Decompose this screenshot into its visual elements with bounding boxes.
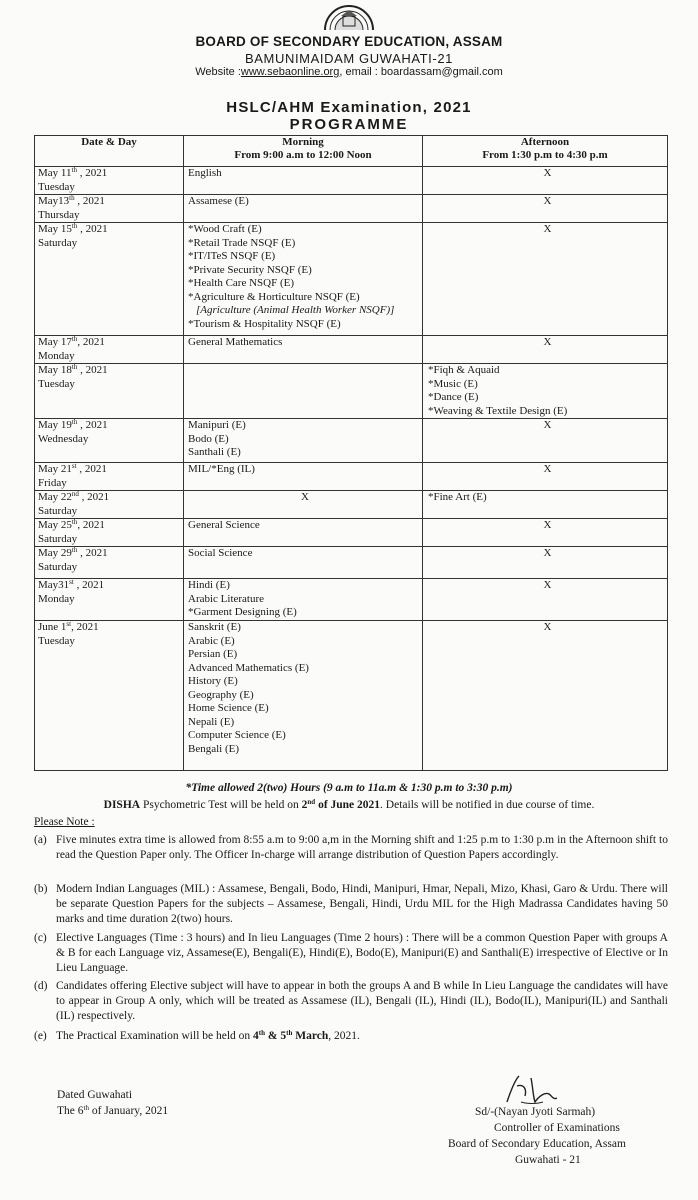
afternoon-cell [423,167,668,195]
subject-item: English [188,167,222,179]
afternoon-column-header: Afternoon From 1:30 p.m to 4:30 p.m [423,136,668,167]
morning-cell [184,336,423,364]
date-cell [35,463,184,491]
no-exam-mark: X [543,336,552,348]
programme-heading: PROGRAMME [289,116,409,133]
day-text: Saturday [38,560,78,573]
subject-item: *Garment Designing (E) [188,606,297,618]
day-text: Tuesday [38,180,75,193]
afternoon-cell [423,621,668,771]
note-e: (e) The Practical Examination will be held on 4th & 5th March, 2021. [34,1029,360,1042]
morning-cell [184,463,423,491]
seba-emblem-logo [321,0,377,30]
signatory-name: Sd/-(Nayan Jyoti Sarmah) [475,1106,596,1118]
afternoon-cell [423,491,668,519]
subject-item: *Fiqh & Aquaid [428,364,500,376]
date-text: May 15th , 2021 [38,222,108,235]
signatory-location: Guwahati - 21 [515,1154,581,1166]
subject-item: Arabic Literature [188,592,265,605]
subject-item: *Dance (E) [428,391,479,403]
table-header-row [35,136,668,167]
dated-place: Dated Guwahati [57,1089,133,1101]
morning-cell [184,579,423,621]
day-text: Wednesday [38,432,89,445]
subject-item: Manipuri (E) [188,419,246,431]
subject-item: General Mathematics [188,336,283,348]
note-b: (b) Modern Indian Languages (MIL) : Assamese, Bengali, Bodo, Hindi, Manipuri, Hmar, Nepali, Mizo, Khasi, Garo & Urdu. There will be separate Question Papers for the subjects – Assamese, Bengali, Hindi, Urdu MIL for the High Madrassa Candidates having 50 marks and time duration 2(two) hours. [34,883,668,925]
table-row [35,364,668,419]
subject-item: Computer Science (E) [188,729,286,741]
date-cell [35,491,184,519]
date-cell [35,419,184,463]
table-row [35,519,668,547]
no-exam-mark: X [543,195,552,207]
afternoon-cell [423,547,668,579]
subject-item: *Agriculture & Horticulture NSQF (E) [188,290,360,303]
subject-item: *Health Care NSQF (E) [188,277,295,289]
date-cell [35,167,184,195]
subject-item: [Agriculture (Animal Health Worker NSQF)] [196,304,395,316]
table-row [35,336,668,364]
dated-date: The 6th of January, 2021 [57,1104,169,1117]
day-text: Tuesday [38,634,75,647]
date-text: May 21st , 2021 [38,462,107,475]
day-text: Saturday [38,532,78,545]
morning-cell [184,195,423,223]
table-row [35,547,668,579]
note-c: (c) Elective Languages (Time : 3 hours) and In lieu Languages (Time 2 hours) : There will be a common Question Paper with groups A & B for each Language viz, Assamese(E), Bengali(E), Hindi(E), Bodo(E), Manipuri(E) and Santhali(E) irrespective of Elective or In Lieu Language. [34,932,668,974]
subject-item: *IT/ITeS NSQF (E) [188,250,276,262]
table-row [35,419,668,463]
subject-item: Sanskrit (E) [188,621,241,633]
email-label: , email : [339,66,378,78]
subject-item: Santhali (E) [188,446,241,458]
morning-cell [184,223,423,336]
no-exam-mark: X [543,167,552,179]
table-row [35,195,668,223]
date-text: May 25th, 2021 [38,518,105,531]
please-note-heading: Please Note : [34,816,95,828]
date-cell [35,621,184,771]
date-cell [35,519,184,547]
afternoon-cell [423,364,668,419]
exam-schedule-table [34,135,668,771]
website-link[interactable]: www.sebaonline.org [240,66,340,78]
date-text: May 29th , 2021 [38,546,108,559]
table-row [35,491,668,519]
website-label: Website : [195,66,241,78]
organization-address: BAMUNIMAIDAM GUWAHATI-21 [245,51,453,66]
date-text: May 11th , 2021 [38,166,108,179]
date-text: May 18th , 2021 [38,363,108,376]
no-exam-mark: X [543,547,552,559]
subject-item: *Private Security NSQF (E) [188,263,312,276]
day-text: Thursday [38,208,80,221]
subject-item: *Music (E) [428,377,478,390]
subject-item: Bengali (E) [188,742,240,755]
morning-column-header: Morning From 9:00 a.m to 12:00 Noon [184,136,423,167]
subject-item: Advanced Mathematics (E) [188,661,309,674]
date-text: May 22nd , 2021 [38,490,110,503]
note-d: (d) Candidates offering Elective subject will have to appear in both the groups A and B while In Lieu Language the candidates will have to appear in Group A only, which will be treated as Assamese (IL), Bengali (IL), Hindi (IL), Bodo(IL), Manipuri(IL) and Santhali (IL) respectively. [34,980,668,1022]
day-text: Saturday [38,504,78,517]
day-text: Saturday [38,236,78,249]
date-cell [35,223,184,336]
note-a: (a) Five minutes extra time is allowed from 8:55 a.m to 9:00 a,m in the Morning shift and 1:25 p.m to 1:30 p.m in the Afternoon shift to read the Question Paper only. The Officer In-charge will arrange distribution of Question Papers accordingly. [34,834,668,861]
date-text: May13th , 2021 [38,194,105,207]
afternoon-cell [423,336,668,364]
signatory-organization: Board of Secondary Education, Assam [448,1138,626,1150]
no-exam-mark: X [543,519,552,531]
date-column-header: Date & Day [35,136,184,167]
organization-name: BOARD OF SECONDARY EDUCATION, ASSAM [195,34,503,49]
no-exam-mark: X [543,223,552,235]
table-row [35,621,668,771]
subject-item: Assamese (E) [188,195,249,207]
afternoon-cell [423,579,668,621]
subject-item: Social Science [188,547,253,559]
day-text: Monday [38,592,75,605]
subject-item: *Weaving & Textile Design (E) [428,404,568,417]
table-row [35,463,668,491]
morning-cell [184,491,423,519]
exam-title: HSLC/AHM Examination, 2021 [226,99,472,116]
day-text: Tuesday [38,377,75,390]
subject-item: Bodo (E) [188,432,229,445]
date-cell [35,364,184,419]
disha-notice: DISHA Psychometric Test will be held on 2nd of June 2021. Details will be notified in due course of time. [103,798,595,811]
no-exam-mark: X [543,463,552,475]
subject-item: *Fine Art (E) [428,491,487,503]
table-row [35,223,668,336]
subject-item: Nepali (E) [188,715,235,728]
subject-item: *Retail Trade NSQF (E) [188,236,296,249]
date-cell [35,579,184,621]
afternoon-cell [423,463,668,491]
date-text: May 17th, 2021 [38,335,105,348]
date-cell [35,195,184,223]
table-row [35,167,668,195]
date-text: May 19th , 2021 [38,418,108,431]
subject-item: Persian (E) [188,648,238,660]
no-exam-mark: X [543,579,552,591]
subject-item: Home Science (E) [188,702,269,714]
morning-cell [184,519,423,547]
morning-cell [184,364,423,419]
time-allowed-note: *Time allowed 2(two) Hours (9 a.m to 11a.m & 1:30 p.m to 3:30 p.m) [185,782,513,794]
handwritten-signature [497,1072,567,1110]
subject-item: General Science [188,519,260,531]
subject-item: Hindi (E) [188,579,230,591]
morning-cell [184,621,423,771]
subject-item: Geography (E) [188,688,254,701]
afternoon-cell [423,419,668,463]
no-exam-mark: X [543,621,552,633]
date-text: May31st , 2021 [38,578,105,591]
email-address[interactable]: boardassam@gmail.com [380,66,503,78]
date-text: June 1st, 2021 [38,620,99,633]
contact-line [0,66,698,78]
subject-item: MIL/*Eng (IL) [188,463,255,475]
table-row [35,579,668,621]
morning-cell [184,547,423,579]
no-exam-mark: X [301,491,309,503]
afternoon-cell [423,223,668,336]
afternoon-cell [423,195,668,223]
subject-item: History (E) [188,675,238,687]
morning-cell [184,167,423,195]
subject-item: *Tourism & Hospitality NSQF (E) [188,317,341,330]
morning-cell [184,419,423,463]
afternoon-cell [423,519,668,547]
subject-item: *Wood Craft (E) [188,223,262,235]
day-text: Friday [38,476,67,489]
subject-item: Arabic (E) [188,634,235,647]
no-exam-mark: X [543,419,552,431]
signatory-designation: Controller of Examinations [494,1122,620,1134]
day-text: Monday [38,349,75,362]
date-cell [35,336,184,364]
date-cell [35,547,184,579]
